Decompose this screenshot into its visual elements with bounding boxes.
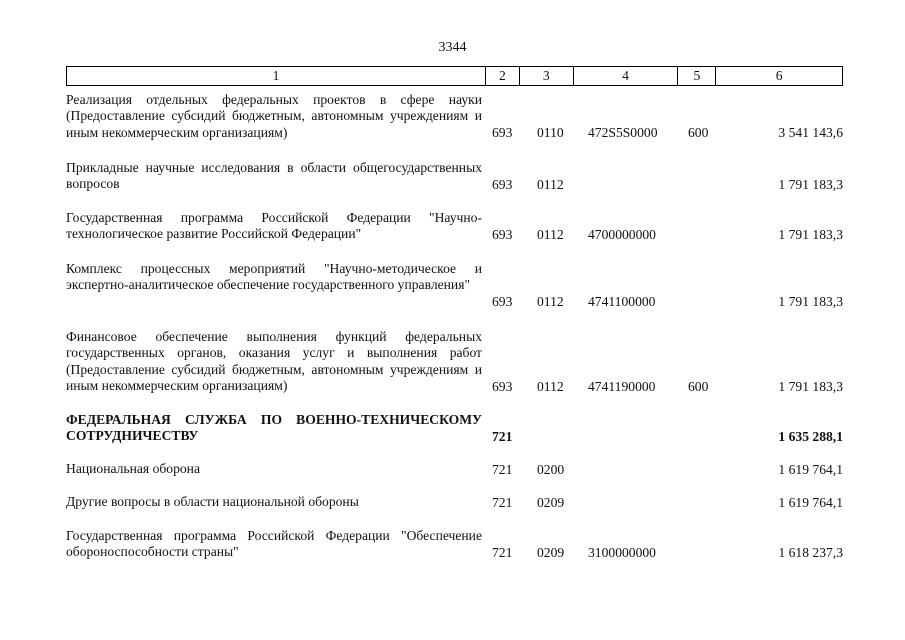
row-description: ФЕДЕРАЛЬНАЯ СЛУЖБА ПО ВОЕННО-ТЕХНИЧЕСКОМУ СОТРУДНИЧЕСТВУ (66, 412, 482, 444)
row-description: Реализация отдельных федеральных проектов в сфере науки (Предоставление субсидий бюджетным, автономным учреждениям и иным некоммерческим организациям) (66, 92, 482, 140)
cell-sum: 1 619 764,1 (778, 461, 843, 477)
cell-sum: 1 619 764,1 (778, 494, 843, 510)
table-row (66, 412, 843, 445)
cell-vr: 600 (688, 124, 709, 140)
row-description: Комплекс процессных мероприятий "Научно-методическое и экспертно-аналитическое обеспечение государственного управления" (66, 261, 482, 293)
cell-ved: 693 (492, 176, 513, 192)
cell-rzpr: 0112 (537, 226, 564, 242)
table-row (66, 528, 843, 561)
cell-ved: 693 (492, 226, 513, 242)
column-header-5: 5 (678, 67, 716, 85)
column-header-1: 1 (67, 67, 486, 85)
column-header-3: 3 (520, 67, 574, 85)
cell-rzpr: 0110 (537, 124, 564, 140)
cell-rzpr: 0112 (537, 293, 564, 309)
cell-csr: 4741100000 (588, 293, 656, 309)
cell-rzpr: 0209 (537, 544, 565, 560)
cell-ved: 693 (492, 378, 513, 394)
table-row (66, 261, 843, 310)
column-header-4: 4 (574, 67, 679, 85)
cell-ved: 721 (492, 428, 513, 444)
cell-sum: 1 791 183,3 (778, 176, 843, 192)
cell-sum: 1 791 183,3 (778, 378, 843, 394)
table-row (66, 329, 843, 395)
table-row (66, 461, 843, 478)
cell-ved: 721 (492, 544, 513, 560)
cell-ved: 721 (492, 494, 513, 510)
cell-csr: 472S5S0000 (588, 124, 658, 140)
row-description: Государственная программа Российской Федерации "Обеспечение обороноспособности страны" (66, 528, 482, 560)
row-description: Государственная программа Российской Федерации "Научно-технологическое развитие Российской Федерации" (66, 210, 482, 242)
cell-rzpr: 0112 (537, 378, 564, 394)
page-number: 3344 (438, 40, 467, 55)
cell-ved: 693 (492, 124, 513, 140)
row-description: Прикладные научные исследования в области общегосударственных вопросов (66, 160, 482, 192)
cell-csr: 3100000000 (588, 544, 656, 560)
row-description: Финансовое обеспечение выполнения функций федеральных государственных органов, оказания услуг и выполнения работ (Предоставление субсидий бюджетным, автономным учреждениям и иным некоммерческим организациям) (66, 329, 482, 394)
cell-sum: 1 791 183,3 (778, 293, 843, 309)
cell-sum: 1 635 288,1 (778, 428, 843, 444)
cell-sum: 1 791 183,3 (778, 226, 843, 242)
cell-rzpr: 0112 (537, 176, 564, 192)
column-header-2: 2 (486, 67, 520, 85)
row-description: Национальная оборона (66, 461, 200, 476)
cell-ved: 721 (492, 461, 513, 477)
cell-rzpr: 0200 (537, 461, 565, 477)
cell-csr: 4700000000 (588, 226, 656, 242)
cell-sum: 3 541 143,6 (778, 124, 843, 140)
cell-csr: 4741190000 (588, 378, 656, 394)
table-header (66, 66, 843, 86)
cell-ved: 693 (492, 293, 513, 309)
row-description: Другие вопросы в области национальной обороны (66, 494, 359, 509)
table-row (66, 92, 843, 141)
column-header-6: 6 (775, 68, 783, 83)
cell-vr: 600 (688, 378, 709, 394)
cell-sum: 1 618 237,3 (778, 544, 843, 560)
table-row (66, 210, 843, 243)
table-row (66, 494, 843, 511)
cell-rzpr: 0209 (537, 494, 565, 510)
table-row (66, 160, 843, 193)
